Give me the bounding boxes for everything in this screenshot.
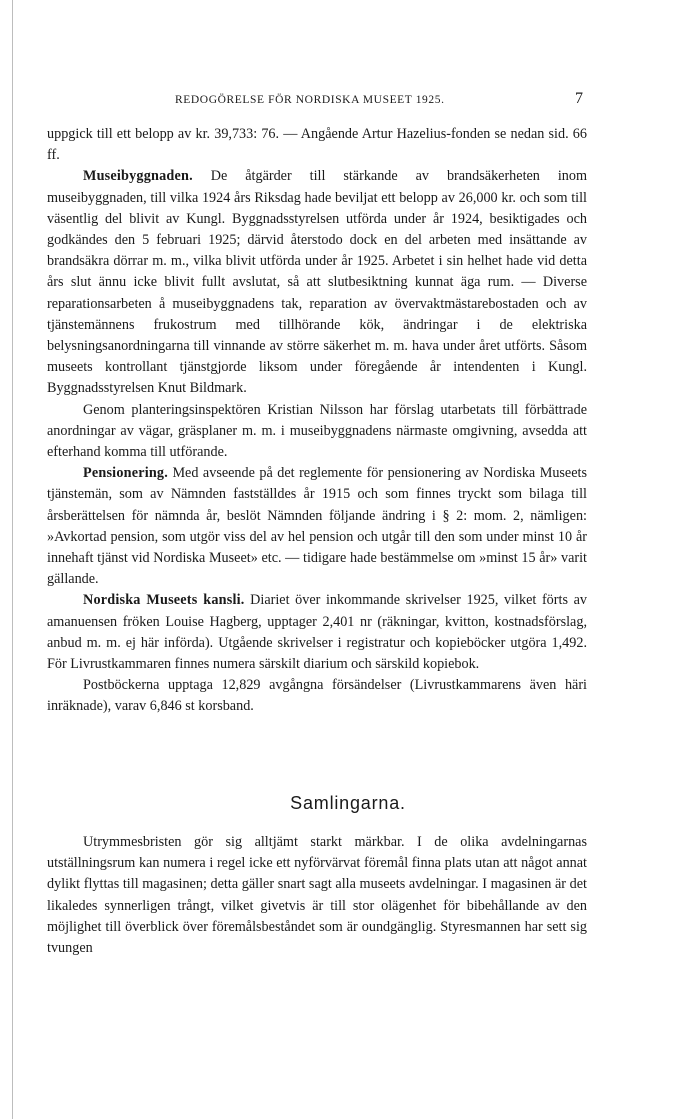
paragraph-text: Med avseende på det reglemente för pensionering av Nordiska Museets tjänstemän, som av Nämnden fastställdes år 1915 och som finnes tryckt som bilaga till årsberättelsen för nämnda år, beslöt Nämnden följande ändring i § 2: mom. 2, nämligen: »Avkortad pension, som utgör viss del av hel pension och utgår till den som under minst 10 år innehaft tjänst vid Nordiska Museet» etc. — tidigare hade bestämmelse om »minst 15 år» varit gällande. <box>47 465 587 588</box>
paragraph-pensionering <box>47 463 587 590</box>
paragraph-text: Postböckerna upptaga 12,829 avgångna försändelser (Livrustkammarens även häri inräknade), varav 6,846 st korsband. <box>47 677 587 715</box>
paragraph-lead: Nordiska Museets kansli. <box>83 592 245 609</box>
paragraph-continuation <box>47 124 587 166</box>
paragraph-text: Genom planteringsinspektören Kristian Nilsson har förslag utarbetats till förbättrade anordningar av vägar, gräsplaner m. m. i museibyggnadens närmaste omgivning, avsedda att efterhand komma till utförande. <box>47 401 587 461</box>
paragraph-postbocker <box>47 675 587 717</box>
running-head: REDOGÖRELSE FÖR NORDISKA MUSEET 1925. <box>175 94 445 106</box>
section-heading: Samlingarna. <box>290 793 406 813</box>
section-text <box>47 832 587 959</box>
page-number: 7 <box>575 90 583 107</box>
paragraph-text: uppgick till ett belopp av kr. 39,733: 76. — Angående Artur Hazelius-fonden se nedan sid. 66 ff. <box>47 126 587 164</box>
paragraph-lead: Museibyggnaden. <box>83 168 193 185</box>
paragraph-kansli <box>47 590 587 675</box>
page-header <box>175 90 595 114</box>
paragraph-text: De åtgärder till stärkande av brandsäkerheten inom museibyggnaden, till vilka 1924 års Riksdag hade beviljat ett belopp av 26,000 kr. och som till väsentlig del blivit av Kungl. Byggnadsstyrelsen utförda under år 1924, besiktigades och godkändes den 5 februari 1925; därvid återstodo dock en del arbeten med insättande av brandsäkra dörrar m. m., vilka blivit utförda under år 1925. Arbetet i sin helhet hade vid detta års slut ännu icke blivit fullt avslutat, så att slutbesiktning kunnat äga rum. — Diverse reparationsarbeten å museibyggnadens tak, reparation av övervaktmästarebostaden och av tjänstemännens frukostrum med tillhörande kök, ändringar i de elektriska belysningsanordningarna till vinnande av större säkerhet m. m. hava under året utförts. Såsom museets kontrollant tjänstgjorde liksom under föregående år intendenten i Kungl. Byggnadsstyrelsen Knut Bildmark. <box>47 168 587 397</box>
page-edge-line <box>12 0 13 1119</box>
paragraph-lead: Pensionering. <box>83 465 168 482</box>
paragraph-planteringar <box>47 400 587 464</box>
section-paragraph: Utrymmesbristen gör sig alltjämt starkt märkbar. I de olika avdelningarnas utställningsrum kan numera i regel icke ett nyförvärvat föremål finna plats utan att något annat dylikt flyttas till magasinen; detta gäller snart sagt alla museets avdelningar. I magasinen är det likaledes synnerligen trångt, vilket givetvis är till stor olägenhet för bibehållande av den möjlighet till överblick över föremålsbeståndet som är oundgänglig. Styresmannen har sett sig tvungen <box>47 834 587 957</box>
paragraph-text: Diariet över inkommande skrivelser 1925, vilket förts av amanuensen fröken Louise Hagberg, upptager 2,401 nr (räkningar, kvitton, kostnadsförslag, anbud m. m. ej här införda). Utgående skrivelser i registratur och kopieböcker utgöra 1,492. För Livrustkammaren finnes numera särskilt diarium och särskild kopiebok. <box>47 592 587 673</box>
paragraph-museibyggnaden <box>47 166 587 399</box>
body-text <box>47 124 587 718</box>
